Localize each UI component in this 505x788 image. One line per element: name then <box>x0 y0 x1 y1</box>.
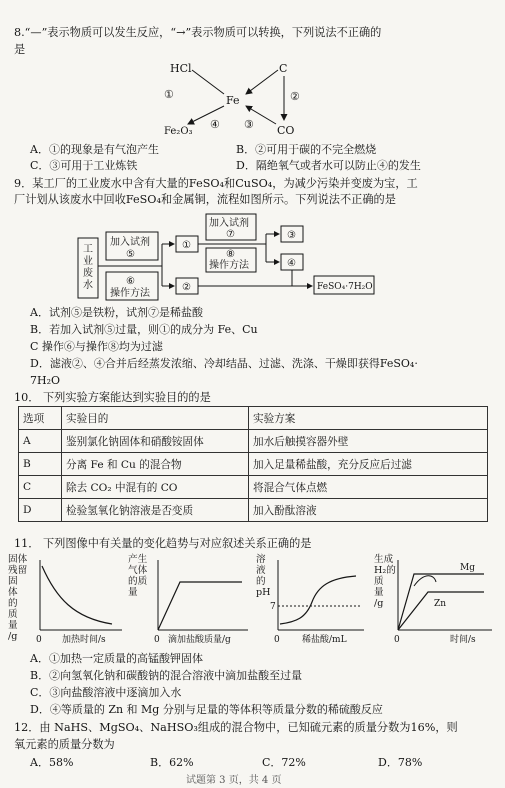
q12-stem-line1: 12．由 NaHS、MgSO₄、NaHSO₃组成的混合物中，已知硫元素的质量分数为16%，则 <box>14 721 458 734</box>
q9-reagent5-num: ⑤ <box>126 249 135 260</box>
q8-fe2o3-label: Fe₂O₃ <box>164 126 193 137</box>
table-row[interactable] <box>19 476 488 499</box>
q11-stem: 11． 下列图像中有关量的变化趋势与对应叙述关系正确的是 <box>14 537 312 550</box>
q9-stem-line2: 厂计划从该废水中回收FeSO₄和金属铜，流程如图所示。下列说法不正确的是 <box>14 193 396 206</box>
table-cell: A <box>19 430 62 453</box>
q8-stem-line1: 8.“—”表示物质可以发生反应，“→”表示物质可以转换，下列说法不正确的 <box>14 26 382 39</box>
graph-4-zn-label: Zn <box>434 599 447 609</box>
q8-option-c[interactable]: C．③可用于工业炼铁 <box>30 159 138 172</box>
table-header-cell: 实验目的 <box>62 407 249 430</box>
q9-op8-num: ⑧ <box>226 249 235 260</box>
graph-4-zn-line <box>398 592 484 630</box>
q12-stem-line2: 氧元素的质量分数为 <box>14 738 115 751</box>
q9-waste-char-1: 工 <box>83 244 93 255</box>
graph-2-ylabel: 产生 气体 的质 量 <box>128 554 148 598</box>
q11-option-a[interactable]: A．①加热一定质量的高锰酸钾固体 <box>30 652 203 665</box>
q9-node-1-num: ① <box>182 240 191 251</box>
q8-iron-relation-diagram <box>140 58 320 140</box>
graph-3-curve <box>280 576 356 624</box>
q8-num-3: ③ <box>244 118 254 131</box>
table-cell: D <box>19 499 62 522</box>
table-row[interactable] <box>19 453 488 476</box>
table-header-cell: 实验方案 <box>249 407 488 430</box>
graph-2-curve <box>158 582 242 630</box>
q9-node-3-num: ③ <box>287 230 296 241</box>
q12-option-b[interactable]: B．62% <box>150 756 194 769</box>
table-cell: B <box>19 453 62 476</box>
q8-num-1: ① <box>164 88 174 101</box>
graph-4-origin: 0 <box>394 635 400 645</box>
q9-option-a[interactable]: A．试剂⑤是铁粉，试剂⑦是稀盐酸 <box>30 306 203 319</box>
graph-4-ylabel: 生成 H₂的 质 量 /g <box>374 554 396 609</box>
graph-1-origin: 0 <box>36 635 42 645</box>
q9-option-b[interactable]: B．若加入试剂⑤过量，则①的成分为 Fe、Cu <box>30 323 258 336</box>
graph-1-curve <box>42 566 112 624</box>
q11-graph-1 <box>8 554 128 646</box>
q8-c-label: C <box>279 62 288 75</box>
q12-option-a[interactable]: A．58% <box>30 756 74 769</box>
graph-3-xlabel: 稀盐酸/mL <box>302 635 347 645</box>
table-header-cell: 选项 <box>19 407 62 430</box>
table-cell: 检验氢氧化钠溶液是否变质 <box>62 499 249 522</box>
table-cell: 除去 CO₂ 中混有的 CO <box>62 476 249 499</box>
graph-3-ylabel: 溶 液 的 pH <box>256 554 271 598</box>
q9-op6-label: 操作方法 <box>110 288 150 299</box>
q12-option-c[interactable]: C．72% <box>262 756 306 769</box>
q9-node-2-num: ② <box>182 282 191 293</box>
table-cell: 加水后触摸容器外壁 <box>249 430 488 453</box>
table-cell: 鉴别氯化钠固体和硝酸铵固体 <box>62 430 249 453</box>
table-header-row <box>19 407 488 430</box>
q9-waste-char-3: 废 <box>83 268 93 279</box>
q9-waste-char-2: 业 <box>83 256 93 267</box>
q8-co-label: CO <box>277 124 295 137</box>
q11-graph-3 <box>256 554 368 646</box>
table-row[interactable] <box>19 499 488 522</box>
q10-stem: 10． 下列实验方案能达到实验目的的是 <box>14 391 211 404</box>
q9-op6-num: ⑥ <box>126 276 135 287</box>
graph-1-ylabel: 固体 残留 固 体 的 质 量 /g <box>8 554 28 642</box>
graph-2-origin: 0 <box>154 635 160 645</box>
q9-waste-char-4: 水 <box>83 280 93 291</box>
q8-option-b[interactable]: B．②可用于碳的不完全燃烧 <box>236 143 377 156</box>
table-cell: 将混合气体点燃 <box>249 476 488 499</box>
page-footer: 试题第 3 页，共 4 页 <box>186 775 282 786</box>
q9-recovery-flowchart <box>76 210 376 302</box>
q11-graph-4 <box>374 554 498 646</box>
q9-reagent7-num: ⑦ <box>226 229 235 240</box>
q9-option-d-line2: 7H₂O <box>30 374 61 387</box>
q8-line-1 <box>192 70 224 94</box>
q9-reagent5-label: 加入试剂 <box>110 237 150 248</box>
q8-option-d[interactable]: D．隔绝氧气或者水可以防止④的发生 <box>236 159 421 172</box>
q9-option-c[interactable]: C 操作⑥与操作⑧均为过滤 <box>30 340 163 353</box>
q8-stem-line2: 是 <box>14 43 26 56</box>
q12-option-d[interactable]: D．78% <box>378 756 423 769</box>
q11-option-b[interactable]: B．②向氢氧化钠和碳酸钠的混合溶液中滴加盐酸至过量 <box>30 669 303 682</box>
q9-reagent7-label: 加入试剂 <box>209 218 249 229</box>
q8-num-2: ② <box>290 90 300 103</box>
table-cell: 加入酚酞溶液 <box>249 499 488 522</box>
q11-option-c[interactable]: C．③向盐酸溶液中逐滴加入水 <box>30 686 182 699</box>
table-cell: 分离 Fe 和 Cu 的混合物 <box>62 453 249 476</box>
q8-option-a[interactable]: A．①的现象是有气泡产生 <box>30 143 159 156</box>
q9-op8-label: 操作方法 <box>209 260 249 271</box>
graph-4-mg-label: Mg <box>460 563 475 573</box>
q8-fe-label: Fe <box>226 94 240 107</box>
graph-3-tick7: 7 <box>270 602 276 612</box>
graph-4-xlabel: 时间/s <box>450 635 476 645</box>
q11-graph-2 <box>128 554 254 646</box>
q11-option-d[interactable]: D．④等质量的 Zn 和 Mg 分别与足量的等体积等质量分数的稀硫酸反应 <box>30 703 383 716</box>
table-cell: C <box>19 476 62 499</box>
graph-1-xlabel: 加热时间/s <box>62 635 106 645</box>
q10-table <box>18 406 488 522</box>
table-cell: 加入足量稀盐酸，充分反应后过滤 <box>249 453 488 476</box>
q8-num-4: ④ <box>210 118 220 131</box>
graph-2-xlabel: 滴加盐酸质量/g <box>168 635 231 645</box>
q9-node-4-num: ④ <box>287 258 296 269</box>
table-row[interactable] <box>19 430 488 453</box>
q9-stem-line1: 9．某工厂的工业废水中含有大量的FeSO₄和CuSO₄，为减少污染并变废为宝，工 <box>14 177 418 190</box>
graph-3-origin: 0 <box>274 635 280 645</box>
q8-hcl-label: HCl <box>170 62 192 75</box>
q9-option-d-line1[interactable]: D．滤液②、④合并后经蒸发浓缩、冷却结晶、过滤、洗涤、干燥即获得FeSO₄· <box>30 357 418 370</box>
q9-product-label: FeSO₄·7H₂O <box>317 282 373 292</box>
q8-arrow-c-fe <box>246 70 278 94</box>
